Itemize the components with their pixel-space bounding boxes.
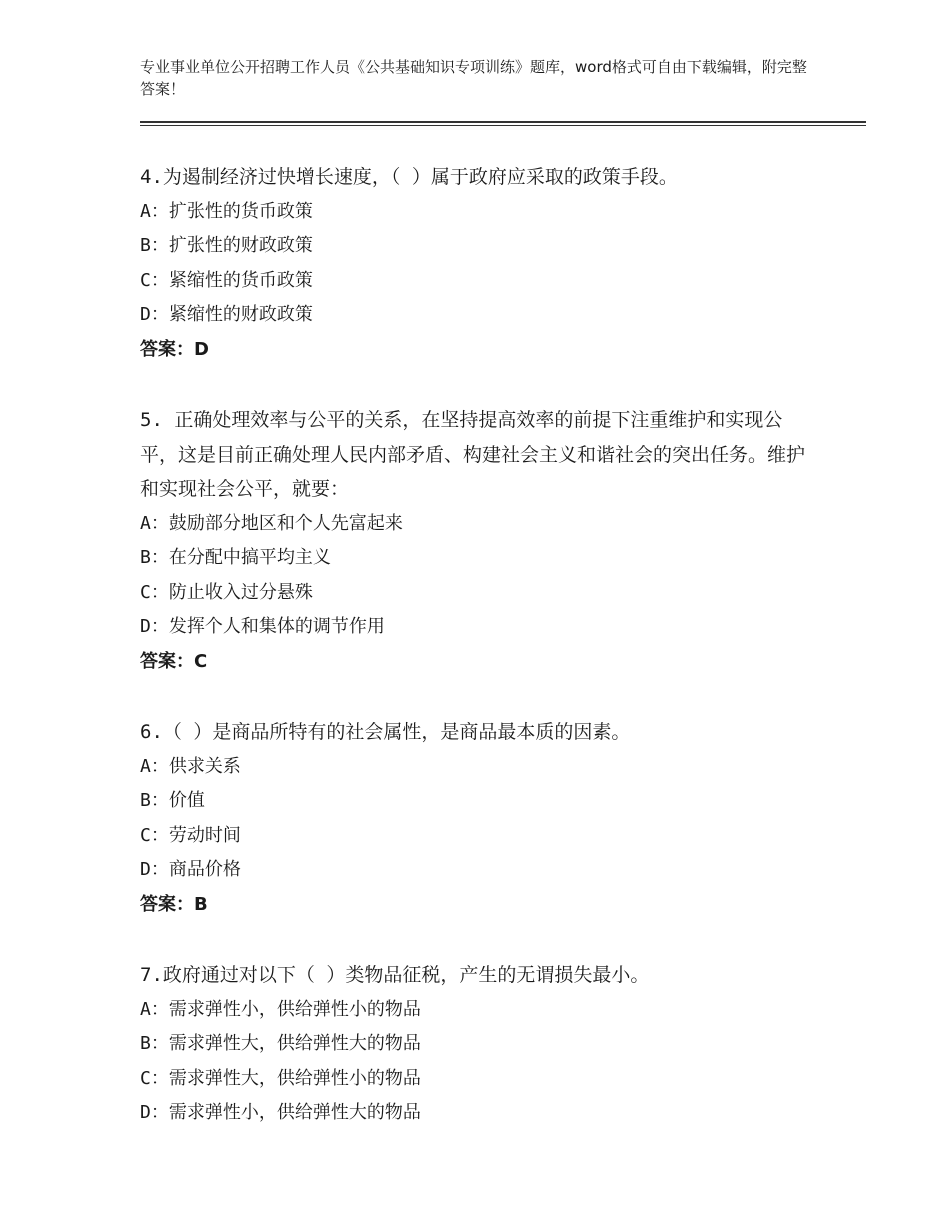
option-d: D：商品价格 xyxy=(140,859,241,880)
option-c: C：需求弹性大，供给弹性小的物品 xyxy=(140,1067,421,1089)
header-rule-thin xyxy=(140,125,866,126)
answer-label: 答案：D xyxy=(140,338,209,360)
question-5 xyxy=(140,403,820,679)
option-d: D：紧缩性的财政政策 xyxy=(140,304,313,325)
option-a: A：供求关系 xyxy=(140,755,241,777)
question-7 xyxy=(140,958,820,1131)
question-4 xyxy=(140,160,820,367)
option-b: B：在分配中搞平均主义 xyxy=(140,547,331,568)
answer-label: 答案：C xyxy=(140,650,208,672)
question-text: 5. 正确处理效率与公平的关系，在坚持提高效率的前提下注重维护和实现公平，这是目前正确处理人民内部矛盾、构建社会主义和谐社会的突出任务。维护和实现社会公平，就要： xyxy=(140,409,806,500)
document-header: 专业事业单位公开招聘工作人员《公共基础知识专项训练》题库，word格式可自由下载编辑，附完整答案！ xyxy=(140,58,807,98)
option-a: A：需求弹性小，供给弹性小的物品 xyxy=(140,998,421,1020)
question-text: 6.（ ）是商品所特有的社会属性，是商品最本质的因素。 xyxy=(140,721,631,743)
header-rule-thick xyxy=(140,121,866,123)
option-d: D：需求弹性小，供给弹性大的物品 xyxy=(140,1102,421,1123)
question-list xyxy=(140,160,820,1167)
option-a: A：扩张性的货币政策 xyxy=(140,200,313,222)
question-6 xyxy=(140,715,820,922)
option-a: A：鼓励部分地区和个人先富起来 xyxy=(140,512,403,534)
option-b: B：扩张性的财政政策 xyxy=(140,235,313,256)
option-b: B：价值 xyxy=(140,790,205,811)
question-text: 4.为遏制经济过快增长速度，（ ）属于政府应采取的政策手段。 xyxy=(140,166,678,188)
question-text: 7.政府通过对以下（ ）类物品征税，产生的无谓损失最小。 xyxy=(140,964,650,986)
option-c: C：紧缩性的货币政策 xyxy=(140,269,313,291)
option-b: B：需求弹性大，供给弹性大的物品 xyxy=(140,1033,421,1054)
option-c: C：防止收入过分悬殊 xyxy=(140,581,313,603)
option-d: D：发挥个人和集体的调节作用 xyxy=(140,616,385,637)
answer-label: 答案：B xyxy=(140,893,208,915)
option-c: C：劳动时间 xyxy=(140,824,241,846)
